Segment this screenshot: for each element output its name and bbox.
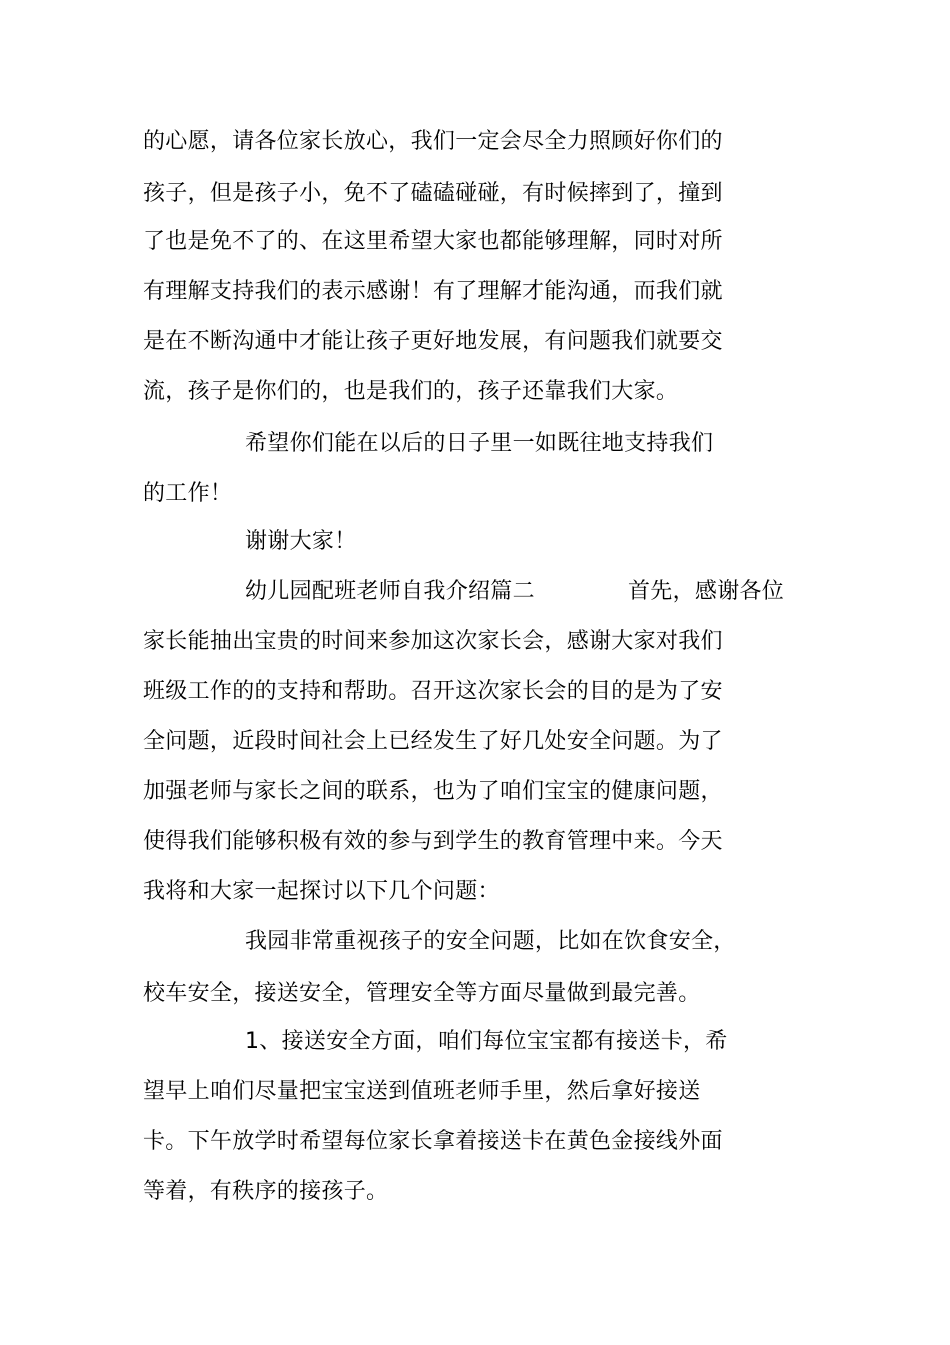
text-line-5: 是在不断沟通中才能让孩子更好地发展，有问题我们就要交 [143, 329, 723, 354]
text-line-10: 首先，感谢各位 [628, 579, 785, 604]
text-line-14: 加强老师与家长之间的联系，也为了咱们宝宝的健康问题， [143, 779, 723, 804]
section-heading: 幼儿园配班老师自我介绍篇二 [245, 579, 535, 604]
text-line-12: 班级工作的的支持和帮助。召开这次家长会的目的是为了安 [143, 679, 723, 704]
text-line-11: 家长能抽出宝贵的时间来参加这次家长会，感谢大家对我们 [143, 629, 723, 654]
text-line-22: 等着，有秩序的接孩子。 [143, 1179, 389, 1204]
text-line-18: 校车安全，接送安全，管理安全等方面尽量做到最完善。 [143, 981, 701, 1006]
text-line-21: 卡。下午放学时希望每位家长拿着接送卡在黄色金接线外面 [143, 1129, 723, 1154]
text-line-19: 1、接送安全方面，咱们每位宝宝都有接送卡，希 [245, 1029, 728, 1054]
text-line-9: 谢谢大家！ [245, 529, 357, 554]
text-line-1: 的心愿，请各位家长放心，我们一定会尽全力照顾好你们的 [143, 129, 723, 154]
text-line-17: 我园非常重视孩子的安全问题，比如在饮食安全， [245, 929, 736, 954]
text-line-13: 全问题，近段时间社会上已经发生了好几处安全问题。为了 [143, 729, 723, 754]
text-line-6: 流，孩子是你们的，也是我们的，孩子还靠我们大家。 [143, 379, 679, 404]
text-line-8: 的工作！ [143, 481, 233, 506]
text-line-3: 了也是免不了的、在这里希望大家也都能够理解，同时对所 [143, 229, 723, 254]
text-line-16: 我将和大家一起探讨以下几个问题： [143, 879, 500, 904]
text-line-2: 孩子，但是孩子小，免不了磕磕碰碰，有时候摔到了，撞到 [143, 181, 723, 206]
text-line-15: 使得我们能够积极有效的参与到学生的教育管理中来。今天 [143, 829, 723, 854]
text-line-7: 希望你们能在以后的日子里一如既往地支持我们 [245, 431, 714, 456]
text-line-20: 望早上咱们尽量把宝宝送到值班老师手里，然后拿好接送 [143, 1079, 701, 1104]
text-line-4: 有理解支持我们的表示感谢！有了理解才能沟通，而我们就 [143, 279, 723, 304]
